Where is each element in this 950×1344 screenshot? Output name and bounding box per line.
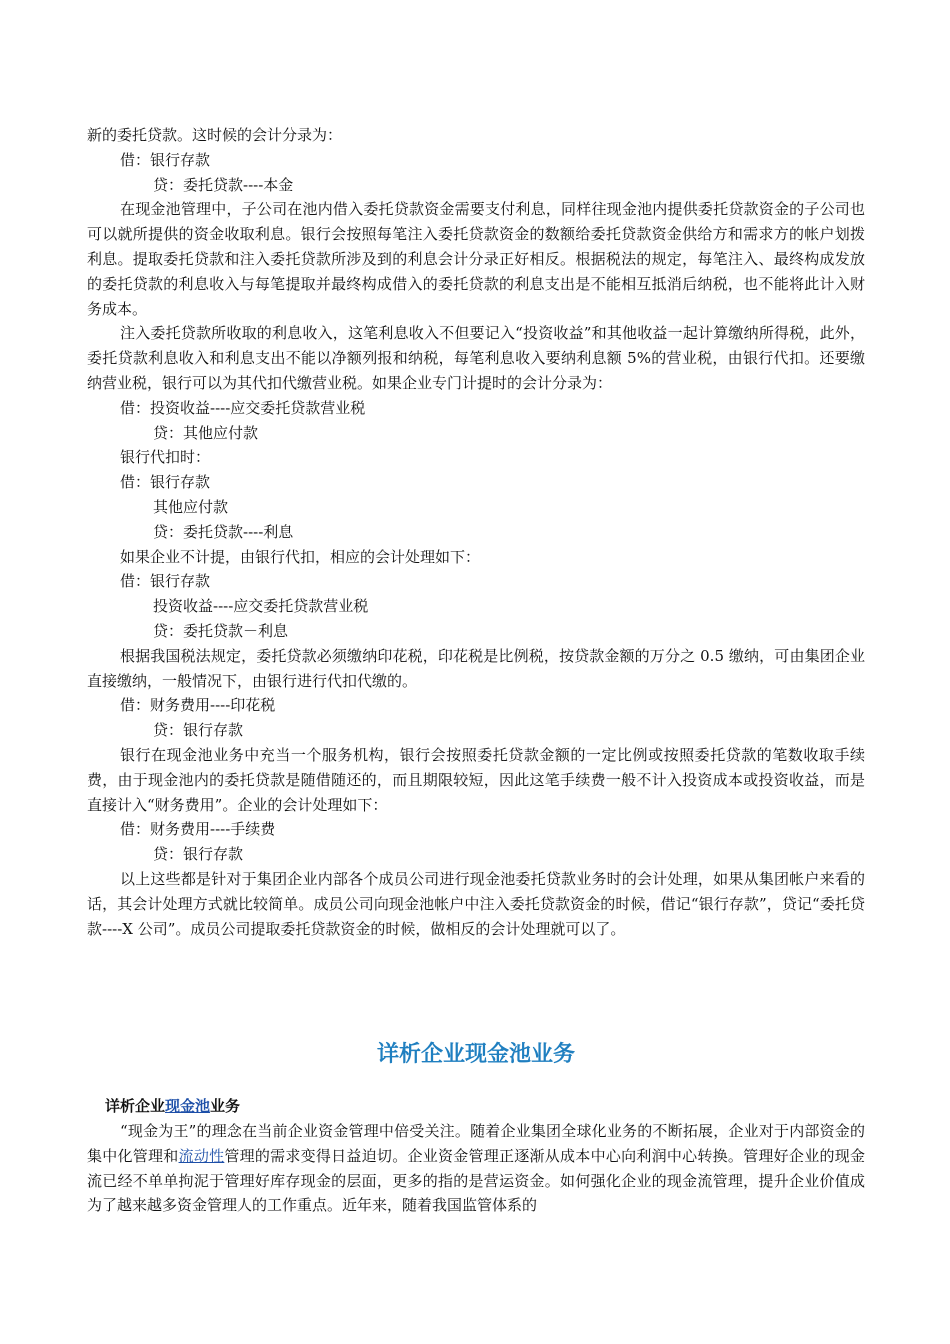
article-title: 详析企业现金池业务 <box>376 1042 575 1067</box>
journal-credit-line: 贷：其他应付款 <box>153 423 259 442</box>
paragraph-text: 管理的需求变得日益迫切。企业资金管理正逐渐从成本中心向利润中心转换。管理好企业的现金流已经不单单拘泥于管理好库存现金的层面，更多的指的是营运资金。如何强化企业的现金流管理，提升企业价值成为了越来越多资金管理人的工作重点。近年来，随着我国监管体系的 <box>87 1146 865 1215</box>
cash-pool-link[interactable]: 现金池 <box>165 1097 211 1115</box>
journal-credit-line: 贷：银行存款 <box>153 721 244 740</box>
journal-credit-line: 贷：委托贷款----本金 <box>153 175 294 194</box>
journal-debit-line: 投资收益----应交委托贷款营业税 <box>153 597 369 616</box>
journal-debit-line: 借：银行存款 <box>120 572 211 591</box>
journal-debit-line: 借：银行存款 <box>120 473 211 492</box>
paragraph <box>87 1119 865 1218</box>
journal-credit-line: 贷：银行存款 <box>153 845 244 864</box>
subtitle-text: 详析企业 <box>105 1097 166 1115</box>
paragraph: 根据我国税法规定，委托贷款必须缴纳印花税，印花税是比例税，按贷款金额的万分之 0.5 缴纳，可由集团企业直接缴纳，一般情况下，由银行进行代扣代缴的。 <box>87 646 865 690</box>
journal-debit-line: 其他应付款 <box>153 497 229 516</box>
journal-credit-line: 贷：委托贷款----利息 <box>153 522 294 541</box>
journal-credit-line: 贷：委托贷款－利息 <box>153 621 289 640</box>
paragraph: 在现金池管理中，子公司在池内借入委托贷款资金需要支付利息，同样往现金池内提供委托贷款资金的子公司也可以就所提供的资金收取利息。银行会按照每笔注入委托贷款资金的数额给委托贷款资金供给方和需求方的帐户划拨利息。提取委托贷款和注入委托贷款所涉及到的利息会计分录正好相反。根据税法的规定，每笔注入、最终构成发放的委托贷款的利息收入与每笔提取并最终构成借入的委托贷款的利息支出是不能相互抵消后纳税，也不能将此计入财务成本。 <box>87 200 865 318</box>
journal-debit-line: 借：银行存款 <box>120 150 211 169</box>
article-subtitle <box>105 1094 240 1118</box>
journal-debit-line: 借：财务费用----印花税 <box>120 696 276 715</box>
document-page <box>87 123 865 1215</box>
liquidity-link[interactable]: 流动性 <box>178 1146 225 1165</box>
text-line: 银行代扣时： <box>120 448 211 467</box>
journal-debit-line: 借：财务费用----手续费 <box>120 820 276 839</box>
paragraph: 注入委托贷款所收取的利息收入，这笔利息收入不但要记入“投资收益”和其他收益一起计算缴纳所得税，此外，委托贷款利息收入和利息支出不能以净额列报和纳税，每笔利息收入要纳利息额 5%的营业税，由银行代扣。还要缴纳营业税，银行可以为其代扣代缴营业税。如果企业专门计提时的会计分录为： <box>87 324 865 392</box>
paragraph: 银行在现金池业务中充当一个服务机构，银行会按照委托贷款金额的一定比例或按照委托贷款的笔数收取手续费，由于现金池内的委托贷款是随借随还的，而且期限较短，因此这笔手续费一般不计入投资成本或投资收益，而是直接计入“财务费用”。企业的会计处理如下： <box>87 745 865 814</box>
subtitle-text: 业务 <box>210 1097 241 1115</box>
text-line: 新的委托贷款。这时候的会计分录为： <box>87 126 343 144</box>
journal-debit-line: 借：投资收益----应交委托贷款营业税 <box>120 398 366 417</box>
paragraph: 以上这些都是针对于集团企业内部各个成员公司进行现金池委托贷款业务时的会计处理，如果从集团帐户来看的话，其会计处理方式就比较简单。成员公司向现金池帐户中注入委托贷款资金的时候，借记“银行存款”，贷记“委托贷款----X 公司”。成员公司提取委托贷款资金的时候，做相反的会计处理就可以了。 <box>87 869 865 938</box>
paragraph-text: “现金为王”的理念在当前企业资金管理中倍受关注。随着企业集团全球化业务的不断拓展，企业对于内部资金的集中化管理和 <box>87 1122 865 1165</box>
text-line: 如果企业不计提，由银行代扣，相应的会计处理如下： <box>120 547 481 566</box>
